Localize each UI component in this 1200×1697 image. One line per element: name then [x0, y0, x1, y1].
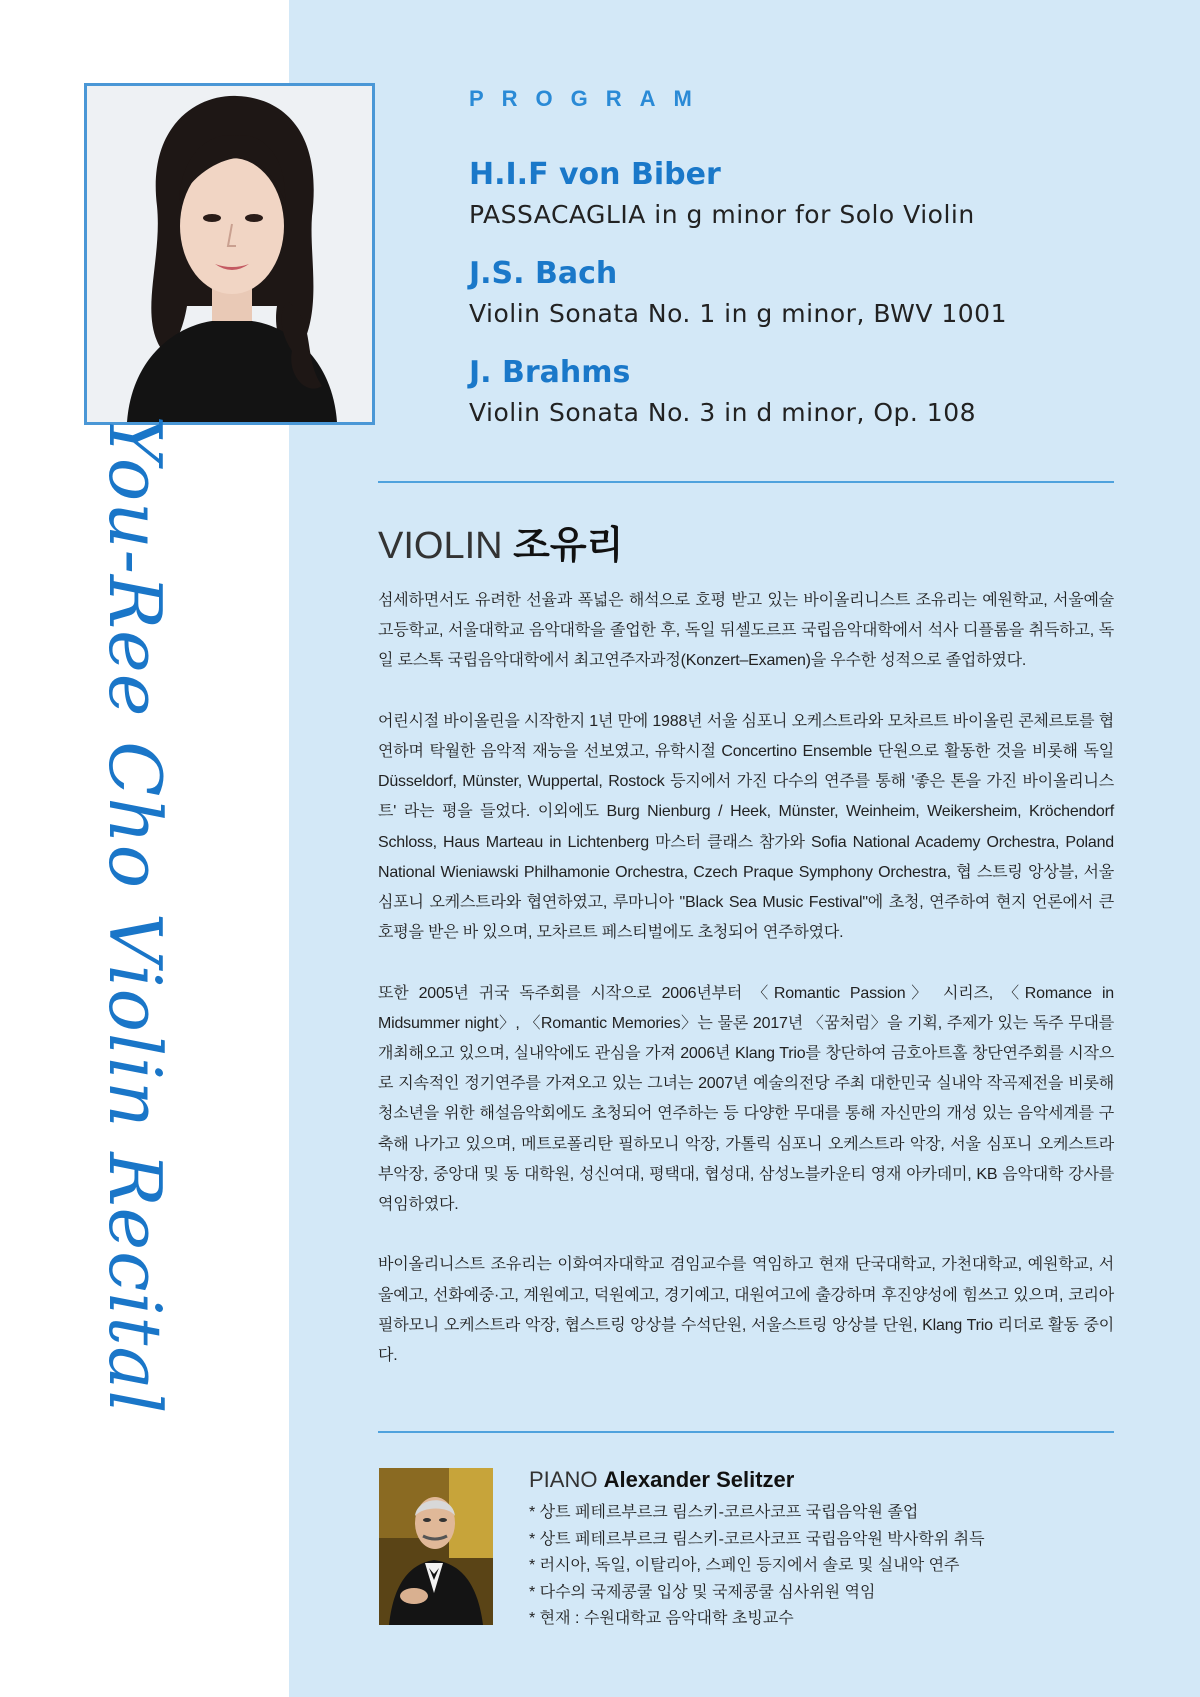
bio-paragraph-4: 바이올리니스트 조유리는 이화여자대학교 겸임교수를 역임하고 현재 단국대학교, 가천대학교, 예원학교, 서울예고, 선화예중·고, 계원예고, 덕원예고, 경기예고, 대원여고에 출강하며 후진양성에 힘쓰고 있으며, 코리아필하모니 오케스트라 악장, 협스트링 앙상블 수석단원, 서울스트링 앙상블 단원, Klang Trio 리더로 활동 중이다. — [378, 1256, 1114, 1365]
pianist-photo-image — [379, 1468, 493, 1625]
recital-title-vertical — [85, 415, 185, 1415]
pianist-photo — [379, 1468, 493, 1625]
pianist-title — [529, 1467, 794, 1493]
violinist-portrait-image — [87, 86, 372, 422]
work-1: PASSACAGLIA in g minor for Solo Violin — [469, 200, 975, 229]
section-divider-top — [378, 481, 1114, 483]
pianist-name: Alexander Selitzer — [603, 1467, 795, 1492]
section-divider-bottom — [378, 1431, 1114, 1433]
violinist-instrument: VIOLIN — [378, 525, 503, 567]
pianist-credential-item: * 현재 : 수원대학교 음악대학 초빙교수 — [529, 1606, 985, 1633]
pianist-credential-item: * 다수의 국제콩쿨 입상 및 국제콩쿨 심사위원 역임 — [529, 1580, 985, 1607]
pianist-credential-item: * 상트 페테르부르크 림스키-코르사코프 국립음악원 졸업 — [529, 1500, 985, 1527]
violinist-portrait — [84, 83, 375, 425]
bio-paragraph-3: 또한 2005년 귀국 독주회를 시작으로 2006년부터 〈Romantic Passion〉 시리즈, 〈Romance in Midsummer night〉, 〈Romantic Memories〉는 물론 2017년 〈꿈처럼〉을 기획, 주제가 있는 독주 무대를 개최해오고 있으며, 실내악에도 관심을 가져 2006년 Klang Trio를 창단하여 금호아트홀 창단연주회를 시작으로 지속적인 정기연주를 가져오고 있는 그녀는 2007년 예술의전당 주최 대한민국 실내악 작곡제전을 비롯해 청소년을 위한 해설음악회에도 초청되어 연주하는 등 다양한 무대를 통해 자신만의 개성 있는 음악세계를 구축해 나가고 있으며, 메트로폴리탄 필하모니 악장, 가톨릭 심포니 오케스트라 악장, 서울 심포니 오케스트라 부악장, 중앙대 및 동 대학원, 성신여대, 평택대, 협성대, 삼성노블카운티 영재 아카데미, KB 음악대학 강사를 역임하였다. — [378, 984, 1114, 1214]
pianist-credential-item: * 상트 페테르부르크 림스키-코르사코프 국립음악원 박사학위 취득 — [529, 1527, 985, 1554]
composer-1: H.I.F von Biber — [469, 157, 721, 192]
bio-paragraph-2: 어린시절 바이올린을 시작한지 1년 만에 1988년 서울 심포니 오케스트라와 모차르트 바이올린 콘체르토를 협연하며 탁월한 음악적 재능을 선보였고, 유학시절 Concertino Ensemble 단원으로 활동한 것을 비롯해 독일 Düsseldorf, Münster, Wuppertal, Rostock 등지에서 가진 다수의 연주를 통해 '좋은 톤을 가진 바이올리니스트' 라는 평을 들었다. 이외에도 Burg Nienburg / Heek, Münster, Weinheim, Weikersheim, Kröchendorf Schloss, Haus Marteau in Lichtenberg 마스터 클래스 참가와 Sofia National Academy Orchestra, Poland National Wieniawski Philhamonie Orchestra, Czech Praque Symphony Orchestra, 협 스트링 앙상블, 서울 심포니 오케스트라와 협연하였고, 루마니아 "Black Sea Music Festival"에 초청, 연주하여 현지 언론에서 큰 호평을 받은 바 있으며, 모차르트 페스티벌에도 초청되어 연주하였다. — [378, 712, 1114, 942]
bio-paragraph-1: 섬세하면서도 유려한 선율과 폭넓은 해석으로 호평 받고 있는 바이올리니스트 조유리는 예원학교, 서울예술고등학교, 서울대학교 음악대학을 졸업한 후, 독일 뒤셀도르프 국립음악대학에서 석사 디플롬을 취득하고, 독일 로스톡 국립음악대학에서 최고연주자과정(Konzert–Examen)을 우수한 성적으로 졸업하였다. — [378, 592, 1114, 670]
pianist-credentials — [529, 1500, 985, 1633]
violinist-biography — [378, 586, 1114, 1401]
violinist-name: 조유리 — [513, 525, 624, 567]
program-heading: PROGRAM — [469, 86, 710, 111]
work-2: Violin Sonata No. 1 in g minor, BWV 1001 — [469, 299, 1007, 328]
work-3: Violin Sonata No. 3 in d minor, Op. 108 — [469, 398, 976, 427]
pianist-instrument: PIANO — [529, 1467, 598, 1492]
recital-title-text: You-Ree Cho Violin Recital — [93, 415, 177, 1415]
pianist-credential-item: * 러시아, 독일, 이탈리아, 스페인 등지에서 솔로 및 실내악 연주 — [529, 1553, 985, 1580]
composer-2: J.S. Bach — [469, 256, 618, 291]
composer-3: J. Brahms — [469, 355, 631, 390]
violinist-title — [378, 514, 623, 569]
